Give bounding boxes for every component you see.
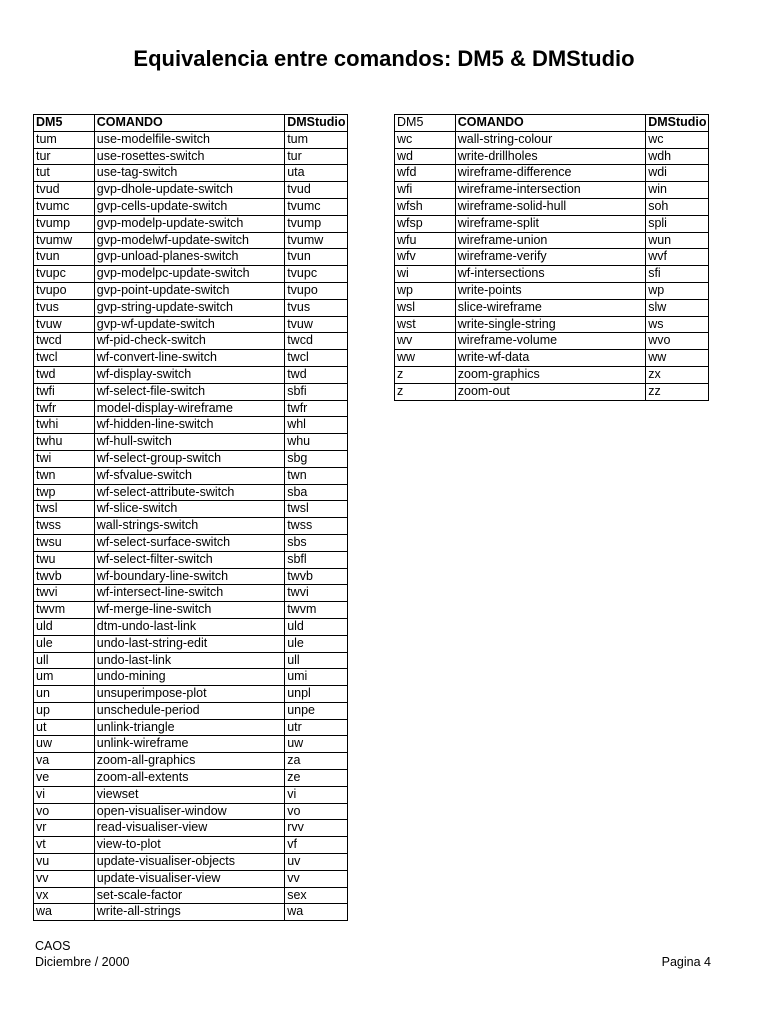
cell-dm5: vo [34, 803, 95, 820]
table-row [34, 686, 348, 703]
cell-dmstudio: vf [285, 837, 348, 854]
table-row [34, 148, 348, 165]
left-command-table [33, 114, 348, 921]
cell-dm5: wfu [395, 232, 456, 249]
cell-dm5: twcl [34, 350, 95, 367]
cell-dmstudio: wun [646, 232, 709, 249]
cell-dm5: tvupo [34, 282, 95, 299]
cell-comando: undo-last-link [94, 652, 284, 669]
cell-dmstudio: whl [285, 417, 348, 434]
cell-comando: slice-wireframe [455, 299, 645, 316]
cell-dmstudio: uld [285, 618, 348, 635]
cell-dm5: twhi [34, 417, 95, 434]
table-row [34, 753, 348, 770]
table-row [34, 568, 348, 585]
table-row [395, 299, 709, 316]
cell-comando: wall-string-colour [455, 131, 645, 148]
header-dmstudio: DMStudio [646, 115, 709, 132]
cell-dmstudio: ule [285, 635, 348, 652]
cell-comando: zoom-all-graphics [94, 753, 284, 770]
table-row [34, 602, 348, 619]
cell-comando: wf-merge-line-switch [94, 602, 284, 619]
cell-comando: wall-strings-switch [94, 518, 284, 535]
page-number: Pagina 4 [661, 955, 711, 969]
table-row [34, 702, 348, 719]
cell-dm5: tvump [34, 215, 95, 232]
cell-dm5: twfi [34, 383, 95, 400]
cell-comando: undo-last-string-edit [94, 635, 284, 652]
table-row [34, 870, 348, 887]
cell-comando: update-visualiser-view [94, 870, 284, 887]
table-row [395, 333, 709, 350]
cell-comando: write-drillholes [455, 148, 645, 165]
cell-dm5: vv [34, 870, 95, 887]
cell-dmstudio: twss [285, 518, 348, 535]
cell-dmstudio: tum [285, 131, 348, 148]
footer-org: CAOS [35, 939, 71, 953]
table-row [34, 383, 348, 400]
cell-comando: use-tag-switch [94, 165, 284, 182]
cell-dmstudio: wvo [646, 333, 709, 350]
cell-dmstudio: unpe [285, 702, 348, 719]
cell-dmstudio: twd [285, 366, 348, 383]
cell-dmstudio: twvb [285, 568, 348, 585]
cell-dm5: twn [34, 467, 95, 484]
cell-dmstudio: umi [285, 669, 348, 686]
table-row [34, 501, 348, 518]
table-row [34, 333, 348, 350]
table-row [395, 165, 709, 182]
table-row [395, 182, 709, 199]
cell-dmstudio: ww [646, 350, 709, 367]
table-row [34, 585, 348, 602]
cell-dmstudio: tvupo [285, 282, 348, 299]
table-row [34, 249, 348, 266]
cell-dm5: vi [34, 786, 95, 803]
cell-dmstudio: sfi [646, 266, 709, 283]
cell-dmstudio: spli [646, 215, 709, 232]
table-row [395, 316, 709, 333]
cell-dm5: wfv [395, 249, 456, 266]
cell-dm5: wfd [395, 165, 456, 182]
cell-comando: open-visualiser-window [94, 803, 284, 820]
cell-dm5: wv [395, 333, 456, 350]
table-row [34, 803, 348, 820]
cell-dm5: uw [34, 736, 95, 753]
cell-dmstudio: twcd [285, 333, 348, 350]
cell-comando: gvp-point-update-switch [94, 282, 284, 299]
cell-comando: wf-display-switch [94, 366, 284, 383]
cell-comando: wf-intersections [455, 266, 645, 283]
cell-comando: unlink-wireframe [94, 736, 284, 753]
table-row [395, 215, 709, 232]
cell-dm5: up [34, 702, 95, 719]
cell-comando: wf-hull-switch [94, 434, 284, 451]
cell-dm5: tur [34, 148, 95, 165]
table-row [34, 904, 348, 921]
cell-comando: wireframe-intersection [455, 182, 645, 199]
cell-comando: zoom-all-extents [94, 770, 284, 787]
cell-comando: wf-intersect-line-switch [94, 585, 284, 602]
cell-dmstudio: vv [285, 870, 348, 887]
cell-dmstudio: tvus [285, 299, 348, 316]
cell-dm5: um [34, 669, 95, 686]
cell-comando: zoom-out [455, 383, 645, 400]
cell-dmstudio: sbfi [285, 383, 348, 400]
cell-comando: wf-convert-line-switch [94, 350, 284, 367]
cell-dm5: tvupc [34, 266, 95, 283]
cell-dm5: vx [34, 887, 95, 904]
cell-comando: wireframe-split [455, 215, 645, 232]
table-row [395, 383, 709, 400]
cell-dmstudio: za [285, 753, 348, 770]
cell-dmstudio: uta [285, 165, 348, 182]
cell-dmstudio: uw [285, 736, 348, 753]
cell-dmstudio: sba [285, 484, 348, 501]
cell-comando: model-display-wireframe [94, 400, 284, 417]
cell-dmstudio: twvm [285, 602, 348, 619]
cell-dm5: tvumw [34, 232, 95, 249]
table-row [34, 131, 348, 148]
cell-dmstudio: uv [285, 854, 348, 871]
table-row [34, 618, 348, 635]
cell-comando: use-modelfile-switch [94, 131, 284, 148]
cell-dmstudio: wp [646, 282, 709, 299]
table-row [34, 182, 348, 199]
table-row [34, 736, 348, 753]
cell-comando: gvp-modelp-update-switch [94, 215, 284, 232]
cell-dm5: twvm [34, 602, 95, 619]
cell-dmstudio: tvud [285, 182, 348, 199]
table-row [34, 467, 348, 484]
page-title: Equivalencia entre comandos: DM5 & DMStudio [133, 46, 635, 71]
cell-dm5: vu [34, 854, 95, 871]
table-row [34, 534, 348, 551]
cell-dmstudio: sbg [285, 450, 348, 467]
cell-dmstudio: twfr [285, 400, 348, 417]
cell-comando: update-visualiser-objects [94, 854, 284, 871]
cell-dm5: z [395, 366, 456, 383]
table-row [395, 249, 709, 266]
header-dm5: DM5 [395, 115, 456, 132]
table-row [34, 551, 348, 568]
cell-dm5: wa [34, 904, 95, 921]
cell-dmstudio: ws [646, 316, 709, 333]
cell-dmstudio: zz [646, 383, 709, 400]
cell-comando: wireframe-union [455, 232, 645, 249]
cell-dmstudio: slw [646, 299, 709, 316]
cell-dm5: wsl [395, 299, 456, 316]
cell-dmstudio: rvv [285, 820, 348, 837]
table-row [395, 148, 709, 165]
cell-dm5: vt [34, 837, 95, 854]
cell-comando: gvp-unload-planes-switch [94, 249, 284, 266]
table-row [34, 837, 348, 854]
cell-comando: wf-select-group-switch [94, 450, 284, 467]
cell-comando: wf-boundary-line-switch [94, 568, 284, 585]
cell-dmstudio: wdh [646, 148, 709, 165]
cell-dmstudio: zx [646, 366, 709, 383]
cell-dmstudio: whu [285, 434, 348, 451]
cell-dm5: tvumc [34, 198, 95, 215]
cell-comando: gvp-wf-update-switch [94, 316, 284, 333]
table-row [34, 215, 348, 232]
table-row [395, 198, 709, 215]
table-row [34, 770, 348, 787]
table-row [34, 299, 348, 316]
cell-dm5: twsu [34, 534, 95, 551]
header-comando: COMANDO [94, 115, 284, 132]
cell-comando: view-to-plot [94, 837, 284, 854]
cell-comando: gvp-modelpc-update-switch [94, 266, 284, 283]
cell-comando: gvp-dhole-update-switch [94, 182, 284, 199]
header-comando: COMANDO [455, 115, 645, 132]
cell-dm5: twss [34, 518, 95, 535]
cell-dmstudio: wc [646, 131, 709, 148]
table-row [34, 266, 348, 283]
cell-dm5: twfr [34, 400, 95, 417]
cell-comando: dtm-undo-last-link [94, 618, 284, 635]
table-row [34, 350, 348, 367]
table-row [34, 198, 348, 215]
table-row [395, 131, 709, 148]
cell-dm5: twvb [34, 568, 95, 585]
footer-info [35, 938, 130, 970]
header-dm5: DM5 [34, 115, 95, 132]
cell-dmstudio: tvumc [285, 198, 348, 215]
cell-dm5: un [34, 686, 95, 703]
cell-dmstudio: tur [285, 148, 348, 165]
table-row [34, 232, 348, 249]
footer-date: Diciembre / 2000 [35, 955, 130, 969]
table-row [34, 669, 348, 686]
table-row [34, 165, 348, 182]
cell-dmstudio: tvun [285, 249, 348, 266]
cell-dmstudio: soh [646, 198, 709, 215]
cell-dmstudio: sex [285, 887, 348, 904]
cell-dmstudio: twcl [285, 350, 348, 367]
cell-dm5: vr [34, 820, 95, 837]
cell-comando: unschedule-period [94, 702, 284, 719]
cell-comando: wireframe-verify [455, 249, 645, 266]
cell-comando: viewset [94, 786, 284, 803]
table-row [34, 635, 348, 652]
cell-dm5: twvi [34, 585, 95, 602]
cell-comando: wf-select-attribute-switch [94, 484, 284, 501]
cell-dmstudio: tvump [285, 215, 348, 232]
cell-dmstudio: twn [285, 467, 348, 484]
cell-dm5: wp [395, 282, 456, 299]
cell-dmstudio: wdi [646, 165, 709, 182]
table-header-row [34, 115, 348, 132]
cell-dm5: twcd [34, 333, 95, 350]
table-header-row [395, 115, 709, 132]
cell-dmstudio: vo [285, 803, 348, 820]
cell-comando: wf-pid-check-switch [94, 333, 284, 350]
cell-dmstudio: ull [285, 652, 348, 669]
cell-comando: wf-sfvalue-switch [94, 467, 284, 484]
cell-comando: set-scale-factor [94, 887, 284, 904]
cell-dmstudio: twvi [285, 585, 348, 602]
cell-dm5: wst [395, 316, 456, 333]
cell-dmstudio: ze [285, 770, 348, 787]
cell-dm5: twp [34, 484, 95, 501]
cell-dm5: ule [34, 635, 95, 652]
table-row [395, 232, 709, 249]
cell-dm5: twu [34, 551, 95, 568]
cell-dm5: wfsh [395, 198, 456, 215]
cell-dmstudio: unpl [285, 686, 348, 703]
cell-dm5: tut [34, 165, 95, 182]
cell-comando: unsuperimpose-plot [94, 686, 284, 703]
table-row [395, 350, 709, 367]
cell-comando: wf-hidden-line-switch [94, 417, 284, 434]
table-row [34, 400, 348, 417]
cell-comando: gvp-cells-update-switch [94, 198, 284, 215]
cell-dm5: tvuw [34, 316, 95, 333]
table-row [34, 434, 348, 451]
cell-comando: wf-select-surface-switch [94, 534, 284, 551]
cell-dm5: tvus [34, 299, 95, 316]
table-row [34, 417, 348, 434]
cell-dm5: va [34, 753, 95, 770]
cell-comando: wf-slice-switch [94, 501, 284, 518]
cell-dm5: tum [34, 131, 95, 148]
table-row [34, 484, 348, 501]
table-row [34, 366, 348, 383]
cell-comando: unlink-triangle [94, 719, 284, 736]
cell-comando: gvp-modelwf-update-switch [94, 232, 284, 249]
cell-comando: write-wf-data [455, 350, 645, 367]
cell-comando: wireframe-solid-hull [455, 198, 645, 215]
table-row [395, 282, 709, 299]
cell-comando: use-rosettes-switch [94, 148, 284, 165]
table-row [34, 887, 348, 904]
cell-dm5: ull [34, 652, 95, 669]
cell-comando: zoom-graphics [455, 366, 645, 383]
header-dmstudio: DMStudio [285, 115, 348, 132]
cell-dmstudio: tvumw [285, 232, 348, 249]
table-row [34, 316, 348, 333]
cell-dm5: wd [395, 148, 456, 165]
cell-dm5: uld [34, 618, 95, 635]
cell-dm5: z [395, 383, 456, 400]
cell-dm5: wfsp [395, 215, 456, 232]
cell-dm5: wc [395, 131, 456, 148]
table-row [34, 786, 348, 803]
cell-dmstudio: twsl [285, 501, 348, 518]
table-row [34, 719, 348, 736]
cell-comando: write-single-string [455, 316, 645, 333]
table-row [34, 282, 348, 299]
cell-comando: undo-mining [94, 669, 284, 686]
table-row [34, 854, 348, 871]
cell-comando: wireframe-difference [455, 165, 645, 182]
cell-dm5: twsl [34, 501, 95, 518]
cell-dmstudio: win [646, 182, 709, 199]
cell-dm5: twhu [34, 434, 95, 451]
cell-dmstudio: wvf [646, 249, 709, 266]
cell-dmstudio: utr [285, 719, 348, 736]
cell-dm5: ut [34, 719, 95, 736]
cell-dmstudio: sbfl [285, 551, 348, 568]
table-row [34, 518, 348, 535]
table-row [34, 820, 348, 837]
cell-dmstudio: sbs [285, 534, 348, 551]
table-row [34, 652, 348, 669]
cell-dm5: tvud [34, 182, 95, 199]
cell-dmstudio: vi [285, 786, 348, 803]
cell-dm5: wfi [395, 182, 456, 199]
cell-comando: write-all-strings [94, 904, 284, 921]
cell-dmstudio: wa [285, 904, 348, 921]
cell-dm5: wi [395, 266, 456, 283]
cell-comando: gvp-string-update-switch [94, 299, 284, 316]
cell-comando: wf-select-filter-switch [94, 551, 284, 568]
cell-dmstudio: tvuw [285, 316, 348, 333]
cell-dm5: twd [34, 366, 95, 383]
cell-comando: read-visualiser-view [94, 820, 284, 837]
cell-comando: write-points [455, 282, 645, 299]
table-row [395, 266, 709, 283]
table-row [34, 450, 348, 467]
cell-dmstudio: tvupc [285, 266, 348, 283]
table-row [395, 366, 709, 383]
cell-dm5: ve [34, 770, 95, 787]
right-command-table [394, 114, 709, 401]
cell-dm5: ww [395, 350, 456, 367]
cell-dm5: twi [34, 450, 95, 467]
cell-comando: wf-select-file-switch [94, 383, 284, 400]
cell-comando: wireframe-volume [455, 333, 645, 350]
cell-dm5: tvun [34, 249, 95, 266]
